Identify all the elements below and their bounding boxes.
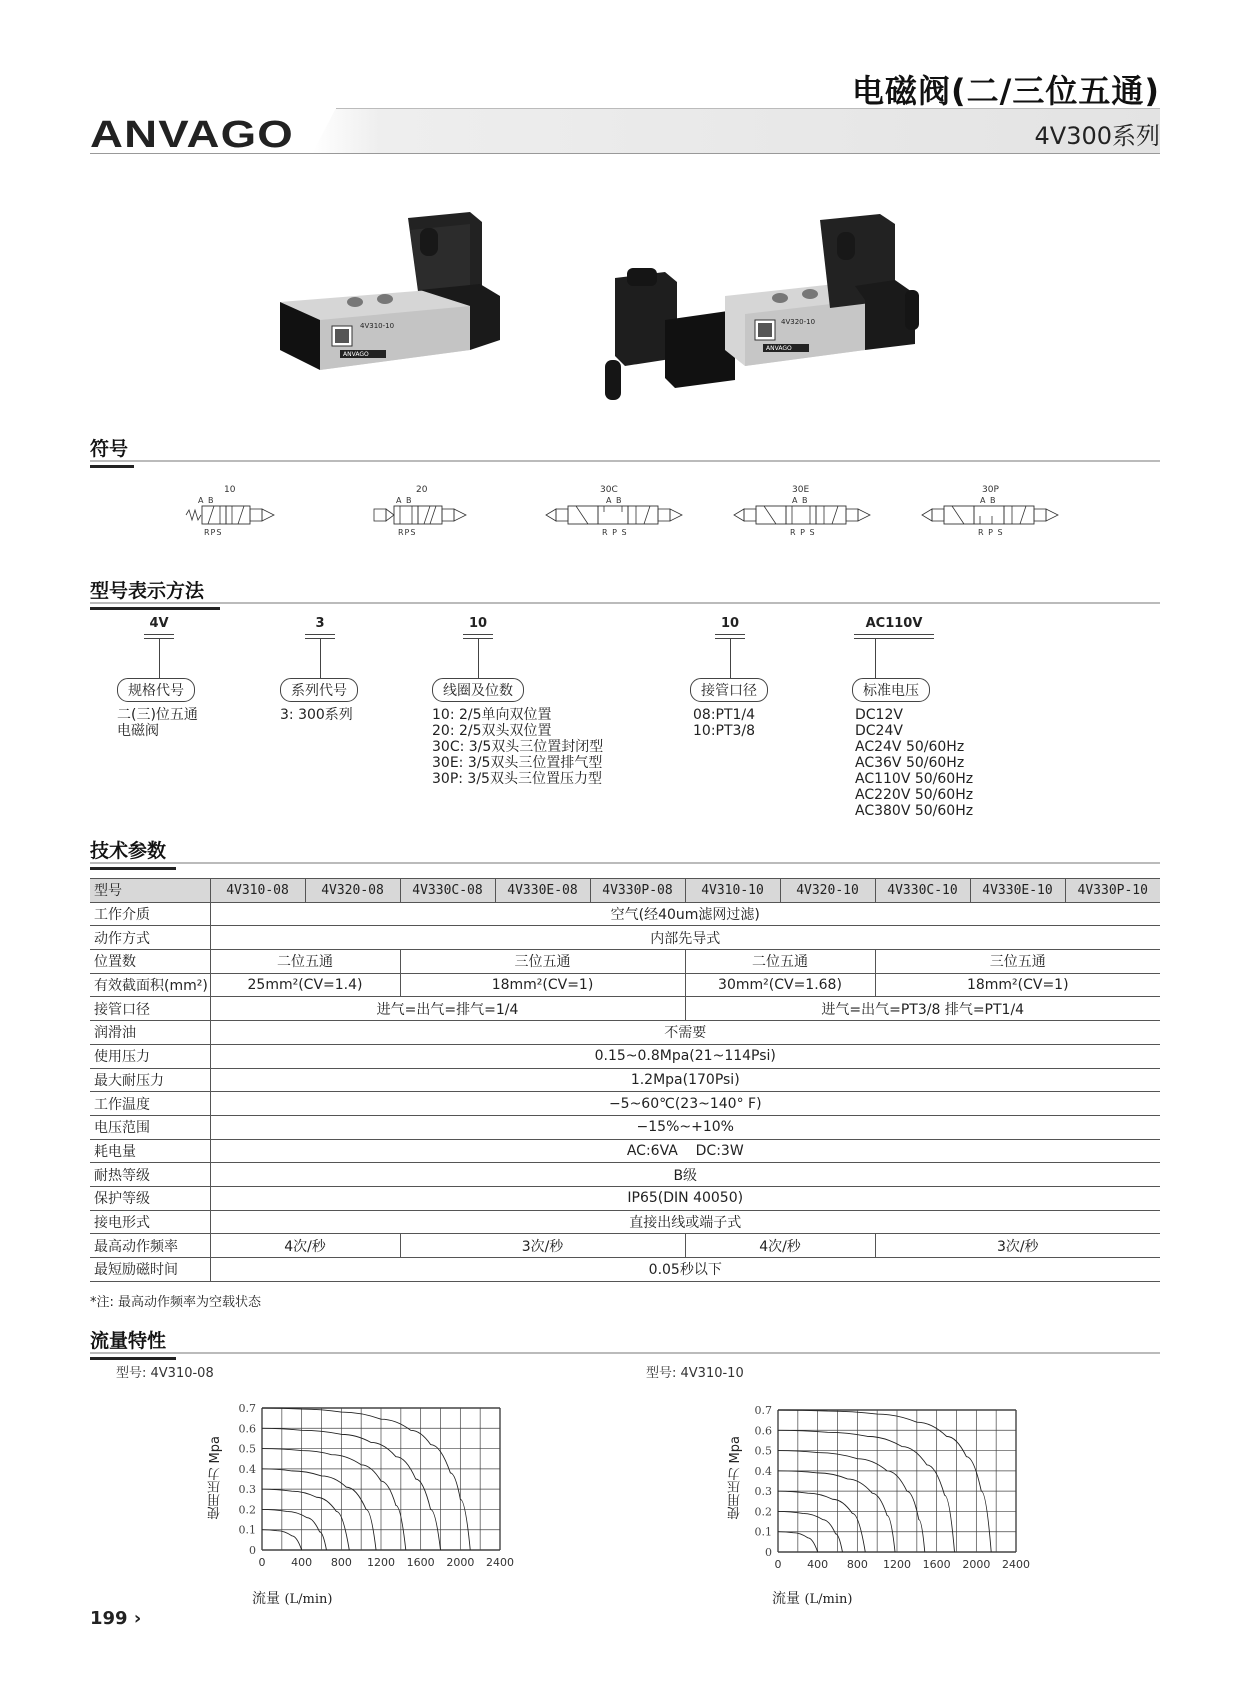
x-tick-label: 800 bbox=[846, 1558, 868, 1571]
spec-row-heat bbox=[90, 1163, 1160, 1187]
order-desc: 08:PT1/4 10:PT3/8 bbox=[693, 707, 756, 739]
spec-header-row bbox=[90, 879, 1160, 903]
spec-row-label: 最大耐压力 bbox=[90, 1068, 210, 1092]
section-rule-symbols bbox=[90, 460, 1160, 462]
symbol-ports-bottom: R P S bbox=[978, 528, 1004, 537]
spec-row-label: 工作温度 bbox=[90, 1092, 210, 1116]
x-tick-label: 2400 bbox=[1002, 1558, 1030, 1571]
spec-header-label: 型号 bbox=[90, 879, 210, 903]
product-right-model: 4V320-10 bbox=[781, 318, 816, 326]
spec-cell: AC:6VA DC:3W bbox=[210, 1139, 1160, 1163]
spec-cell: 4次/秒 bbox=[210, 1234, 400, 1258]
flow-ylabel-left: 使用压力 Mpa bbox=[208, 1436, 223, 1520]
spec-row-label: 润滑油 bbox=[90, 1021, 210, 1045]
flow-chart-right bbox=[736, 1398, 1046, 1584]
spec-model-header: 4V330C-08 bbox=[400, 879, 495, 903]
y-tick-label: 0.3 bbox=[754, 1485, 772, 1499]
spec-model-header: 4V320-10 bbox=[780, 879, 875, 903]
flow-ylabel-right: 使用压力 Mpa bbox=[728, 1436, 743, 1520]
flow-curve-5 bbox=[262, 1489, 349, 1550]
y-tick-label: 0.4 bbox=[754, 1464, 772, 1478]
x-tick-label: 0 bbox=[258, 1556, 266, 1569]
y-tick-label: 0.7 bbox=[754, 1404, 772, 1417]
symbol-ports-bottom: R P S bbox=[790, 528, 816, 537]
spec-cell: 1.2Mpa(170Psi) bbox=[210, 1068, 1160, 1092]
spec-model-header: 4V330E-10 bbox=[970, 879, 1065, 903]
spec-cell: 3次/秒 bbox=[875, 1234, 1160, 1258]
spec-row-wiring bbox=[90, 1210, 1160, 1234]
section-rule-specs bbox=[90, 862, 1160, 864]
header-band bbox=[312, 108, 1160, 154]
order-code: 4V bbox=[149, 616, 169, 631]
product-left-brand: ANVAGO bbox=[343, 351, 369, 358]
product-image-right bbox=[605, 210, 965, 410]
order-desc: DC12V DC24V AC24V 50/60Hz AC36V 50/60Hz AC110V 50/60Hz AC220V 50/60Hz AC380V 50/60Hz bbox=[855, 707, 974, 819]
order-label-pill: 接管口径 bbox=[690, 678, 768, 702]
spec-cell: −5~60℃(23~140° F) bbox=[210, 1092, 1160, 1116]
flow-xlabel-unit: (L/min) bbox=[284, 1592, 333, 1607]
flow-xlabel-text: 流量 bbox=[772, 1591, 800, 1607]
spec-model-header: 4V330C-10 bbox=[875, 879, 970, 903]
spec-cell: IP65(DIN 40050) bbox=[210, 1186, 1160, 1210]
y-tick-label: 0.6 bbox=[754, 1424, 772, 1438]
spec-note: *注: 最高动作频率为空载状态 bbox=[90, 1295, 262, 1310]
spec-model-header: 4V320-08 bbox=[305, 879, 400, 903]
spec-model-header: 4V310-08 bbox=[210, 879, 305, 903]
order-desc: 10: 2/5单向双位置 20: 2/5双头双位置 30C: 3/5双头三位置封闭型 30E: 3/5双头三位置排气型 30P: 3/5双头三位置压力型 bbox=[432, 707, 604, 787]
section-title-specs: 技术参数 bbox=[90, 836, 166, 863]
y-tick-label: 0.5 bbox=[238, 1442, 256, 1456]
section-rule-flow bbox=[90, 1352, 1160, 1354]
order-code: 10 bbox=[468, 616, 488, 631]
section-title-ordering: 型号表示方法 bbox=[90, 576, 204, 603]
spec-row-proof bbox=[90, 1068, 1160, 1092]
spec-cell: 进气=出气=排气=1/4 bbox=[210, 997, 685, 1021]
spec-row-label: 接管口径 bbox=[90, 997, 210, 1021]
y-tick-label: 0.5 bbox=[754, 1444, 772, 1458]
spec-cell: 25mm²(CV=1.4) bbox=[210, 973, 400, 997]
spec-row-voltage bbox=[90, 1115, 1160, 1139]
spec-model-header: 4V330E-08 bbox=[495, 879, 590, 903]
y-tick-label: 0.7 bbox=[238, 1402, 256, 1415]
symbol-ports-top: A B bbox=[198, 496, 215, 505]
spec-cell: 18mm²(CV=1) bbox=[875, 973, 1160, 997]
flow-model-right: 型号: 4V310-10 bbox=[646, 1366, 744, 1381]
y-tick-label: 0.4 bbox=[238, 1462, 256, 1476]
spec-row-label: 接电形式 bbox=[90, 1210, 210, 1234]
spec-row-area bbox=[90, 973, 1160, 997]
spec-row-temp bbox=[90, 1092, 1160, 1116]
order-label-pill: 系列代号 bbox=[280, 678, 358, 702]
x-tick-label: 2400 bbox=[486, 1556, 514, 1569]
spec-cell: 4次/秒 bbox=[685, 1234, 875, 1258]
spec-row-label: 最高动作频率 bbox=[90, 1234, 210, 1258]
flow-xlabel-unit: (L/min) bbox=[804, 1592, 853, 1607]
spec-row-port bbox=[90, 997, 1160, 1021]
product-right-brand: ANVAGO bbox=[766, 345, 792, 352]
spec-cell: 内部先导式 bbox=[210, 926, 1160, 950]
spec-cell: 三位五通 bbox=[400, 950, 685, 974]
y-tick-label: 0.2 bbox=[238, 1503, 256, 1517]
spec-cell: 进气=出气=PT3/8 排气=PT1/4 bbox=[685, 997, 1160, 1021]
page-title: 电磁阀(二/三位五通) bbox=[852, 72, 1160, 110]
spec-cell: 30mm²(CV=1.68) bbox=[685, 973, 875, 997]
brand-logo: ANVAGO bbox=[90, 114, 294, 156]
flow-model-left: 型号: 4V310-08 bbox=[116, 1366, 214, 1381]
x-tick-label: 1200 bbox=[883, 1558, 911, 1571]
symbol-ports-bottom: RPS bbox=[204, 528, 223, 537]
y-tick-label: 0 bbox=[765, 1546, 772, 1559]
spec-row-pressure bbox=[90, 1044, 1160, 1068]
symbol-code: 20 bbox=[416, 485, 428, 495]
spec-cell: 3次/秒 bbox=[400, 1234, 685, 1258]
flow-xlabel-right bbox=[772, 1588, 852, 1608]
symbol-code: 30C bbox=[600, 485, 618, 495]
spec-cell: 二位五通 bbox=[210, 950, 400, 974]
symbol-code: 30E bbox=[792, 485, 810, 495]
symbol-ports-bottom: R P S bbox=[602, 528, 628, 537]
spec-model-header: 4V330P-10 bbox=[1065, 879, 1160, 903]
spec-cell: 0.05秒以下 bbox=[210, 1258, 1160, 1282]
symbol-ports-top: A B bbox=[396, 496, 413, 505]
y-tick-label: 0.3 bbox=[238, 1483, 256, 1497]
order-code: AC110V bbox=[865, 616, 923, 631]
valve-symbol-30p bbox=[920, 504, 1062, 526]
spec-row-label: 工作介质 bbox=[90, 902, 210, 926]
x-tick-label: 400 bbox=[807, 1558, 829, 1571]
y-tick-label: 0 bbox=[249, 1544, 256, 1557]
spec-model-header: 4V330P-08 bbox=[590, 879, 685, 903]
symbol-ports-top: A B bbox=[606, 496, 623, 505]
spec-row-label: 保护等级 bbox=[90, 1186, 210, 1210]
symbol-code: 10 bbox=[224, 485, 236, 495]
flow-curve-3 bbox=[262, 1449, 406, 1550]
spec-row-protect bbox=[90, 1186, 1160, 1210]
spec-row-lube bbox=[90, 1021, 1160, 1045]
spec-row-label: 最短励磁时间 bbox=[90, 1258, 210, 1282]
valve-symbol-10 bbox=[184, 504, 282, 526]
order-desc: 3: 300系列 bbox=[280, 707, 353, 723]
spec-row-excite bbox=[90, 1258, 1160, 1282]
spec-cell: 18mm²(CV=1) bbox=[400, 973, 685, 997]
x-tick-label: 2000 bbox=[962, 1558, 991, 1571]
flow-xlabel-text: 流量 bbox=[252, 1591, 280, 1607]
y-tick-label: 0.1 bbox=[754, 1525, 772, 1539]
order-desc: 二(三)位五通 电磁阀 bbox=[117, 707, 198, 739]
spec-cell: 三位五通 bbox=[875, 950, 1160, 974]
y-tick-label: 0.6 bbox=[238, 1422, 256, 1436]
x-tick-label: 2000 bbox=[446, 1556, 475, 1569]
x-tick-label: 400 bbox=[291, 1556, 313, 1569]
section-title-symbols: 符号 bbox=[90, 434, 128, 461]
spec-model-header: 4V310-10 bbox=[685, 879, 780, 903]
spec-cell: −15%~+10% bbox=[210, 1115, 1160, 1139]
spec-row-label: 电压范围 bbox=[90, 1115, 210, 1139]
spec-cell: 二位五通 bbox=[685, 950, 875, 974]
page-subtitle: 4V300系列 bbox=[1034, 122, 1160, 150]
spec-row-label: 有效截面积(mm²) bbox=[90, 973, 210, 997]
spec-cell: 不需要 bbox=[210, 1021, 1160, 1045]
spec-row-power bbox=[90, 1139, 1160, 1163]
spec-row-medium bbox=[90, 902, 1160, 926]
section-rule-ordering bbox=[90, 602, 1160, 604]
spec-cell: 0.15~0.8Mpa(21~114Psi) bbox=[210, 1044, 1160, 1068]
spec-row-label: 动作方式 bbox=[90, 926, 210, 950]
x-tick-label: 800 bbox=[330, 1556, 352, 1569]
product-left-model: 4V310-10 bbox=[360, 322, 395, 330]
flow-curve-5 bbox=[778, 1491, 865, 1552]
spec-cell: 空气(经40um滤网过滤) bbox=[210, 902, 1160, 926]
spec-row-freq bbox=[90, 1234, 1160, 1258]
spec-row-positions bbox=[90, 950, 1160, 974]
x-tick-label: 1600 bbox=[922, 1558, 951, 1571]
valve-symbol-30c bbox=[544, 504, 686, 526]
x-tick-label: 0 bbox=[774, 1558, 782, 1571]
symbol-ports-top: A B bbox=[980, 496, 997, 505]
spec-row-label: 位置数 bbox=[90, 950, 210, 974]
product-image-left bbox=[270, 210, 550, 410]
spec-cell: 直接出线或端子式 bbox=[210, 1210, 1160, 1234]
page-number: 199 › bbox=[90, 1608, 142, 1629]
symbol-code: 30P bbox=[982, 485, 999, 495]
symbol-ports-bottom: RPS bbox=[398, 528, 417, 537]
order-label-pill: 规格代号 bbox=[117, 678, 195, 702]
spec-table bbox=[90, 878, 1160, 1282]
order-label-pill: 线圈及位数 bbox=[432, 678, 524, 702]
order-code: 3 bbox=[315, 616, 325, 631]
order-code: 10 bbox=[720, 616, 740, 631]
symbol-ports-top: A B bbox=[792, 496, 809, 505]
valve-symbol-30e bbox=[732, 504, 874, 526]
spec-cell: B级 bbox=[210, 1163, 1160, 1187]
valve-symbol-20 bbox=[372, 504, 470, 526]
order-label-pill: 标准电压 bbox=[852, 678, 930, 702]
section-title-flow: 流量特性 bbox=[90, 1326, 166, 1353]
x-tick-label: 1600 bbox=[406, 1556, 435, 1569]
y-tick-label: 0.1 bbox=[238, 1523, 256, 1537]
y-tick-label: 0.2 bbox=[754, 1505, 772, 1519]
spec-row-action bbox=[90, 926, 1160, 950]
flow-chart-left bbox=[220, 1396, 530, 1582]
spec-row-label: 耐热等级 bbox=[90, 1163, 210, 1187]
spec-row-label: 使用压力 bbox=[90, 1044, 210, 1068]
flow-xlabel-left bbox=[252, 1588, 332, 1608]
flow-curve-3 bbox=[778, 1451, 925, 1552]
spec-row-label: 耗电量 bbox=[90, 1139, 210, 1163]
x-tick-label: 1200 bbox=[367, 1556, 395, 1569]
